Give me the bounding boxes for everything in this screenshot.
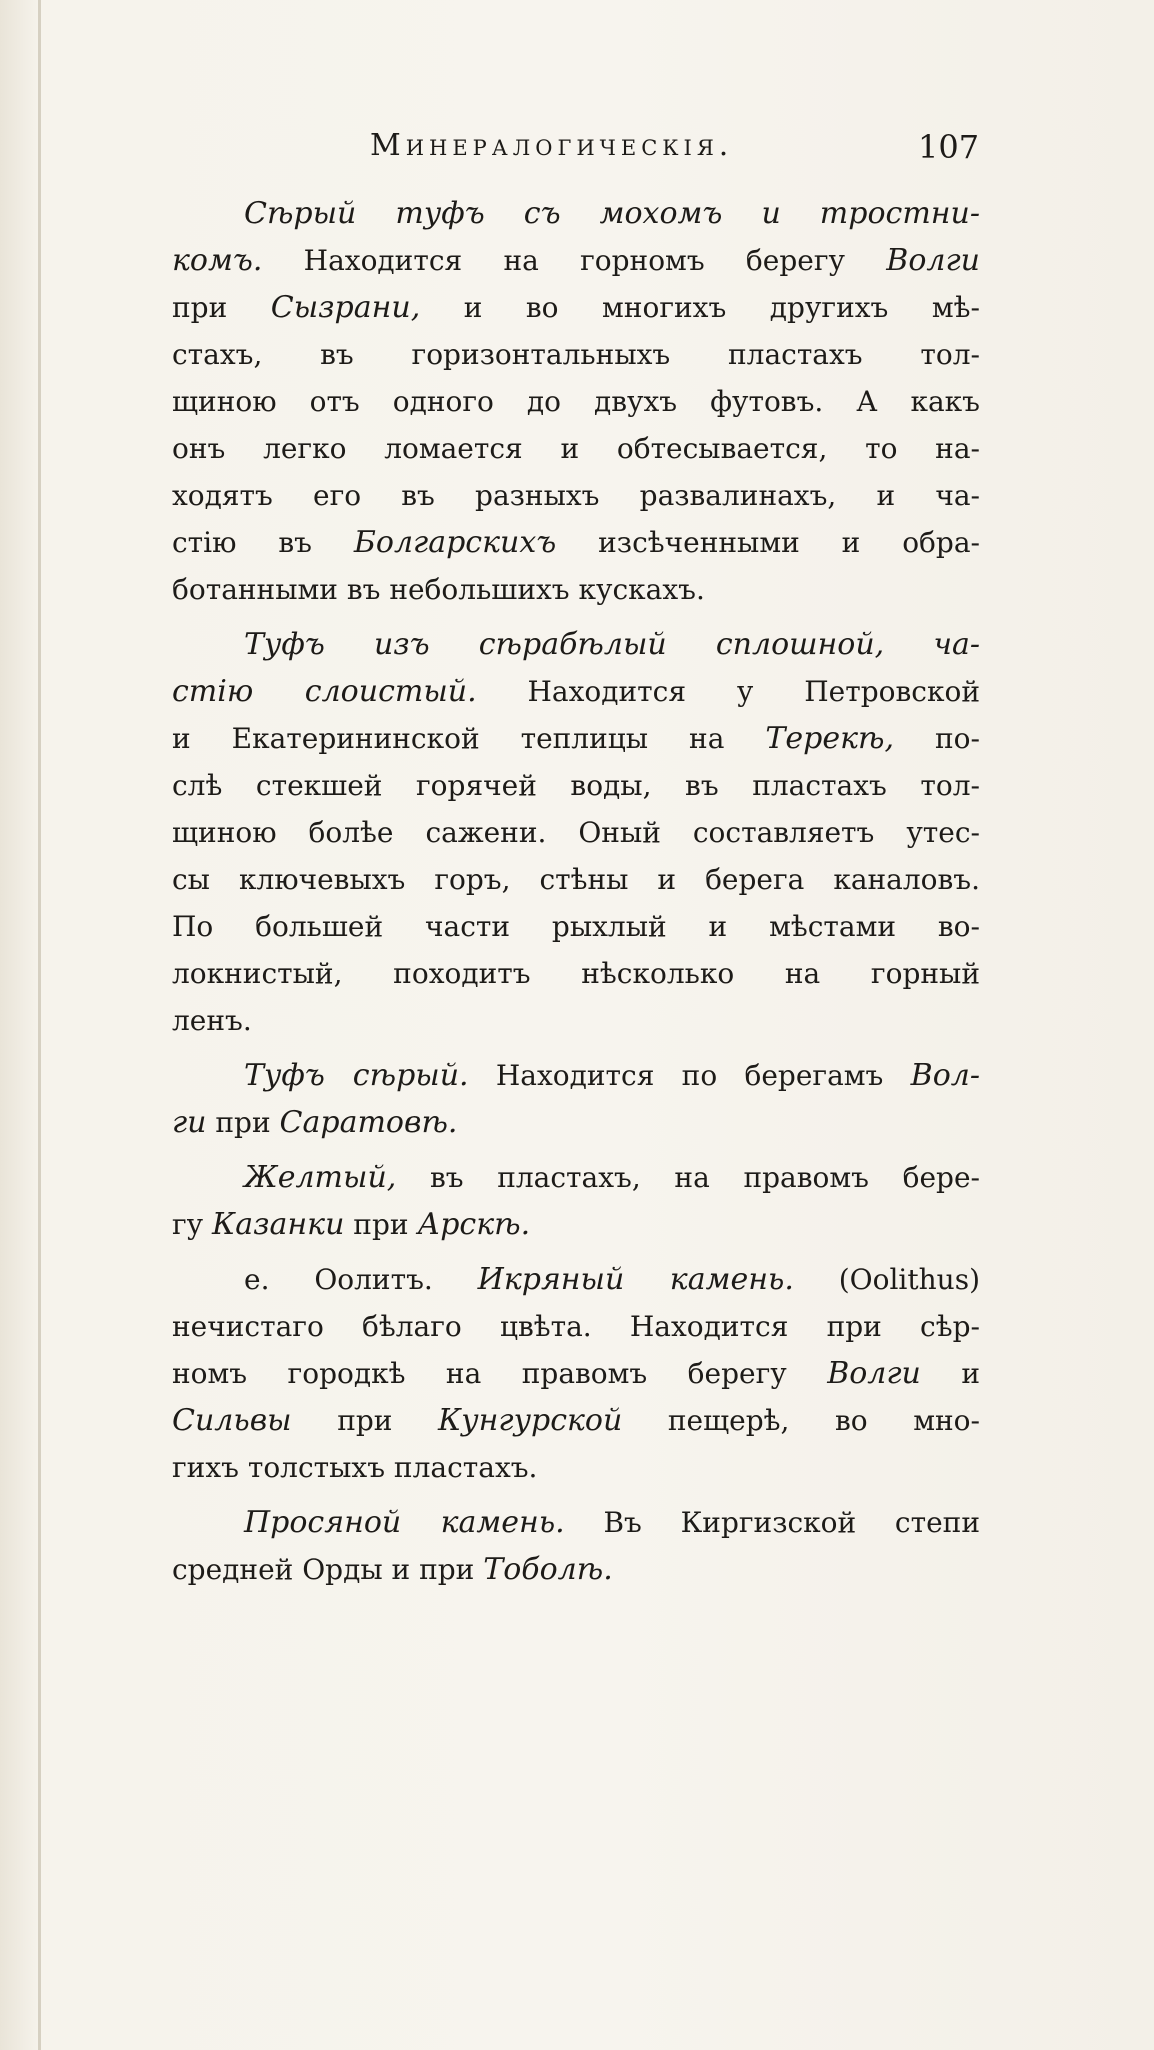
text-run: при bbox=[172, 291, 271, 324]
italic-term: Просяной камень. bbox=[244, 1505, 565, 1540]
text-line bbox=[172, 997, 980, 1044]
italic-term: Вол- bbox=[910, 1058, 981, 1093]
italic-term: Желтый, bbox=[244, 1160, 397, 1195]
text-run: е. Оолитъ. bbox=[244, 1263, 478, 1296]
text-line bbox=[172, 903, 980, 950]
italic-term: Туфъ изъ сѣрабѣлый сплошной, ча- bbox=[244, 627, 980, 662]
text-run: сы ключевыхъ горъ, стѣны и берега каналовъ. bbox=[172, 863, 980, 896]
text-run: Находится по берегамъ bbox=[468, 1059, 911, 1092]
text-line bbox=[172, 519, 980, 566]
page-number: 107 bbox=[918, 128, 980, 166]
text-line bbox=[172, 621, 980, 668]
text-line bbox=[172, 668, 980, 715]
text-run: локнистый, походитъ нѣсколько на горный bbox=[172, 957, 980, 990]
text-line bbox=[172, 1444, 980, 1491]
italic-term: Саратовѣ. bbox=[279, 1105, 458, 1140]
text-line bbox=[172, 1052, 980, 1099]
text-run: слѣ стекшей горячей воды, въ пластахъ тол- bbox=[172, 769, 980, 802]
text-line bbox=[172, 284, 980, 331]
text-run: и во многихъ другихъ мѣ- bbox=[420, 291, 980, 324]
italic-term: стію слоистый. bbox=[172, 674, 477, 709]
text-line bbox=[172, 809, 980, 856]
italic-term: Терекѣ, bbox=[765, 721, 895, 756]
text-run: онъ легко ломается и обтесывается, то на- bbox=[172, 432, 980, 465]
paragraph bbox=[172, 190, 980, 613]
text-run: изсѣченными и обра- bbox=[556, 526, 980, 559]
text-run: Въ Киргизской степи bbox=[564, 1506, 980, 1539]
text-line bbox=[172, 1154, 980, 1201]
text-line bbox=[172, 237, 980, 284]
paragraph bbox=[172, 1052, 980, 1146]
paragraph bbox=[172, 1256, 980, 1491]
text-line bbox=[172, 1201, 980, 1248]
italic-term: комъ. bbox=[172, 243, 263, 278]
page-gutter-edge bbox=[38, 0, 41, 2050]
text-run: въ пластахъ, на правомъ бере- bbox=[396, 1161, 980, 1194]
text-line bbox=[172, 1546, 980, 1593]
text-run: номъ городкѣ на правомъ берегу bbox=[172, 1357, 828, 1390]
text-line bbox=[172, 856, 980, 903]
text-line bbox=[172, 472, 980, 519]
text-run: ленъ. bbox=[172, 1004, 252, 1037]
text-run: по- bbox=[894, 722, 980, 755]
italic-term: Болгарскихъ bbox=[353, 525, 557, 560]
text-line bbox=[172, 1499, 980, 1546]
text-run: ботанными въ небольшихъ кускахъ. bbox=[172, 573, 705, 606]
text-run: щиною болѣе сажени. Оный составляетъ утес- bbox=[172, 816, 980, 849]
text-run: стію въ bbox=[172, 526, 354, 559]
text-run: стахъ, въ горизонтальныхъ пластахъ тол- bbox=[172, 338, 980, 371]
italic-term: Тоболѣ. bbox=[483, 1552, 613, 1587]
paragraph bbox=[172, 1499, 980, 1593]
text-line bbox=[172, 1350, 980, 1397]
italic-term: Сѣрый туфъ съ мохомъ и тростни- bbox=[244, 196, 980, 231]
text-line bbox=[172, 715, 980, 762]
italic-term: Икряный камень. bbox=[477, 1262, 794, 1297]
text-line bbox=[172, 190, 980, 237]
text-line bbox=[172, 1303, 980, 1350]
italic-term: Казанки bbox=[212, 1207, 345, 1242]
text-run: ходятъ его въ разныхъ развалинахъ, и ча- bbox=[172, 479, 980, 512]
text-run: Находится у Петровской bbox=[476, 675, 980, 708]
text-run: гу bbox=[172, 1208, 213, 1241]
italic-term: Туфъ сѣрый. bbox=[244, 1058, 469, 1093]
text-run: щиною отъ одного до двухъ футовъ. А какъ bbox=[172, 385, 980, 418]
text-run: гихъ толстыхъ пластахъ. bbox=[172, 1451, 538, 1484]
body-text bbox=[172, 190, 980, 1601]
running-title: Минералогическія. bbox=[370, 128, 734, 163]
text-run: По большей части рыхлый и мѣстами во- bbox=[172, 910, 980, 943]
text-line bbox=[172, 566, 980, 613]
italic-term: Сильвы bbox=[172, 1403, 292, 1438]
text-line bbox=[172, 762, 980, 809]
text-line bbox=[172, 950, 980, 997]
text-run: средней Орды и при bbox=[172, 1553, 484, 1586]
text-line bbox=[172, 1256, 980, 1303]
text-run: при bbox=[206, 1106, 280, 1139]
text-run: Находится на горномъ берегу bbox=[262, 244, 887, 277]
text-line bbox=[172, 331, 980, 378]
italic-term: Волги bbox=[827, 1356, 921, 1391]
text-line bbox=[172, 378, 980, 425]
text-line bbox=[172, 1099, 980, 1146]
italic-term: Арскѣ. bbox=[417, 1207, 531, 1242]
text-run: при bbox=[291, 1404, 439, 1437]
italic-term: Кунгурской bbox=[438, 1403, 623, 1438]
text-run: и Екатерининской теплицы на bbox=[172, 722, 766, 755]
text-run: при bbox=[344, 1208, 418, 1241]
text-run: и bbox=[920, 1357, 980, 1390]
text-run: (Oolithus) bbox=[793, 1263, 980, 1296]
text-run: пещерѣ, во мно- bbox=[622, 1404, 980, 1437]
text-run: нечистаго бѣлаго цвѣта. Находится при сѣр- bbox=[172, 1310, 980, 1343]
paragraph bbox=[172, 621, 980, 1044]
paragraph bbox=[172, 1154, 980, 1248]
italic-term: ги bbox=[172, 1105, 207, 1140]
text-line bbox=[172, 425, 980, 472]
italic-term: Сызрани, bbox=[270, 290, 421, 325]
italic-term: Волги bbox=[886, 243, 980, 278]
text-line bbox=[172, 1397, 980, 1444]
